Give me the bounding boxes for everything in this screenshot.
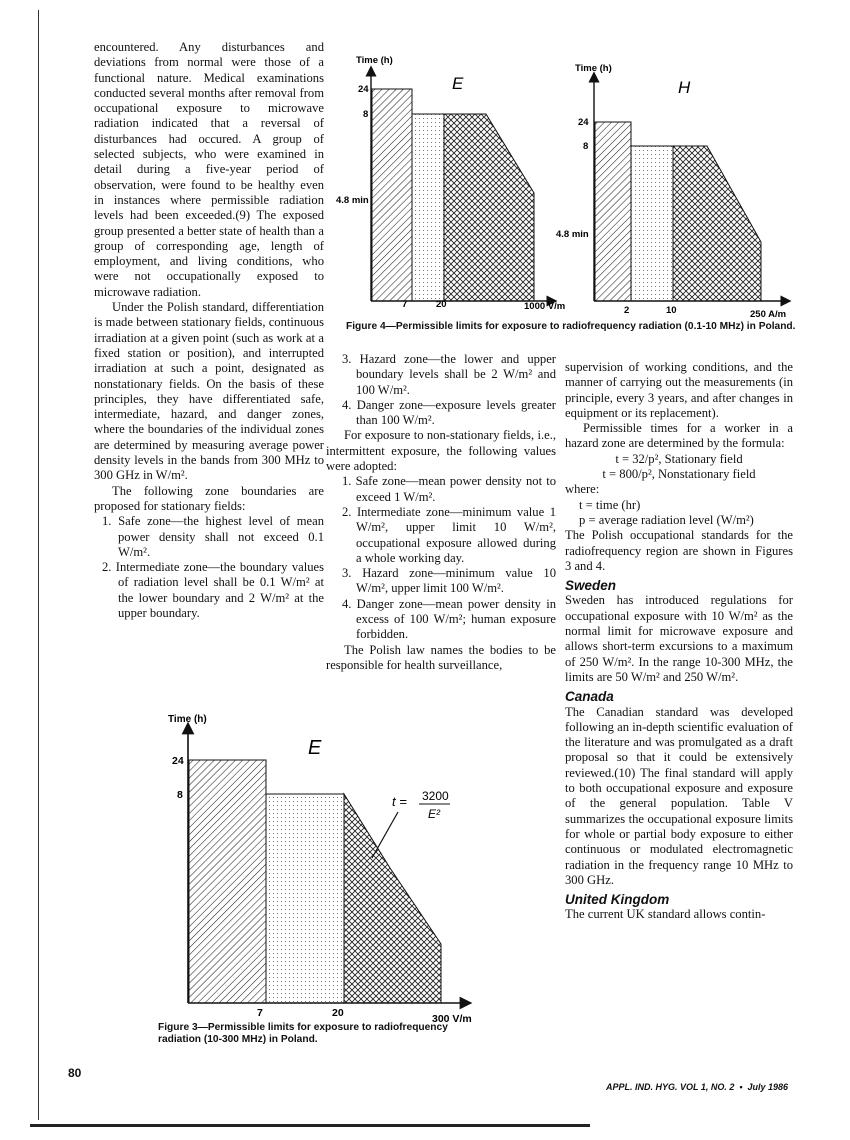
formula-nonstationary: t = 800/p², Nonstationary field (602, 467, 756, 482)
svg-text:3200: 3200 (422, 789, 449, 803)
fig4-h-title: H (678, 78, 691, 97)
fig4-h-xtick-2: 2 (624, 305, 630, 316)
fig3-title: E (308, 737, 322, 759)
figure-3 (160, 708, 490, 1028)
fig4-e-ytick-24: 24 (358, 84, 369, 95)
fig3-ytick-8: 8 (177, 789, 183, 801)
col2-list-b-item-4: 4. Danger zone—mean power density in excess of 100 W/m²; human exposure forbidden. (342, 596, 556, 642)
col2-list-b-item-1: 1. Safe zone—mean power density not to exceed 1 W/m². (342, 474, 556, 504)
definition-t: t = time (hr) (579, 497, 641, 512)
column-3 (565, 360, 793, 923)
fig4-h-xtick-10: 10 (666, 305, 677, 316)
svg-text:E²: E² (428, 807, 440, 821)
col1-paragraph-1: encountered. Any disturbances and deviations from normal were those of a functional nature. Medical examinations conducted several months after removal from occupational exposure to microwave radiation indicated that a reversal of disturbances had occured. A group of selected subjects, who were examined in detail during a five-year period of observation, were found to be healthy even in instances where permissible radiation levels had been exceeded.(9) The exposed group presented a better state of health than a group of corresponding age, length of employment, and living conditions, who were not occupationally exposed to microwave radiation. (94, 40, 324, 299)
fig4-e-title: E (452, 74, 464, 93)
figure-4-chart-h (556, 63, 786, 320)
fig4-h-ytick-24: 24 (578, 117, 589, 128)
fig4-h-ytick-48min: 4.8 min (556, 229, 589, 240)
fig3-zone-safe (189, 760, 266, 1003)
col2-list-b-item-3: 3. Hazard zone—minimum value 10 W/m², upper limit 100 W/m². (342, 566, 556, 596)
fig4-e-zone-hazard (444, 114, 534, 301)
svg-text:t =: t = (392, 794, 407, 809)
bottom-rule (30, 1124, 590, 1127)
col2-list-a-item-3: 3. Hazard zone—the lower and upper boundary levels shall be 2 W/m² and 100 W/m². (342, 352, 556, 397)
fig3-xtick-7: 7 (257, 1007, 263, 1019)
heading-united-kingdom: United Kingdom (565, 892, 670, 908)
fig4-h-ytick-8: 8 (583, 141, 589, 152)
fig3-xtick-300: 300 V/m (432, 1013, 472, 1025)
col1-paragraph-2: Under the Polish standard, differentiation is made between stationary fields, continuous irradiation at a given point (such as work at a fixed station or position), and interrupted irradiation at such a point, designated as nonstationary fields. On the basis of these principles, they have differentiated safe, intermediate, hazard, and danger zones, where the boundaries of the individual zones are determined by measuring average power density levels in the bands from 300 MHz to 300 GHz in W/m². (94, 300, 324, 483)
fig3-ytick-24: 24 (172, 755, 184, 767)
fig4-e-xtick-1000: 1000 V/m (524, 301, 566, 312)
column-1 (94, 40, 324, 621)
definition-p: p = average radiation level (W/m²) (579, 512, 754, 527)
fig4-h-zone-hazard (673, 146, 761, 301)
fig4-h-xtick-250: 250 A/m (750, 309, 787, 320)
fig3-ylabel: Time (h) (168, 714, 207, 725)
fig4-e-ytick-48min: 4.8 min (336, 195, 369, 206)
figure-3-caption: Figure 3—Permissible limits for exposure to radiofrequency radiation (10-300 MHz) in Poland. (158, 1022, 448, 1045)
col2-paragraph-2: The Polish law names the bodies to be responsible for health surveillance, (326, 642, 556, 672)
figure-4-caption: Figure 4—Permissible limits for exposure to radiofrequency radiation (0.1-10 MHz) in Poland. (346, 321, 796, 332)
fig4-e-ylabel: Time (h) (356, 55, 393, 66)
page-number: 80 (68, 1066, 82, 1080)
fig4-h-ylabel: Time (h) (575, 63, 612, 74)
col3-paragraph-2: Permissible times for a worker in a hazard zone are determined by the formula: (565, 421, 793, 451)
fig4-e-xtick-20: 20 (436, 299, 447, 310)
fig4-h-zone-safe (595, 122, 631, 301)
fig4-e-ytick-8: 8 (363, 109, 369, 120)
fig4-e-xtick-7: 7 (402, 299, 408, 310)
canada-paragraph: The Canadian standard was developed following an in-depth scientific evaluation of the literature and was promulgated as a draft proposal so that it could be extensively reviewed.(10) The final standard will apply to both occupational exposure and exposure of the general population. Table V summarizes the occupational exposure limits for whole or partial body exposure to either continuous or modulated electromagnetic radiation in the frequency range 10 MHz to 300 GHz. (565, 704, 793, 887)
fig4-h-zone-intermediate (631, 146, 673, 301)
heading-sweden: Sweden (565, 578, 617, 594)
figure-4 (334, 45, 804, 320)
where-label: where: (565, 482, 600, 497)
fig4-e-zone-safe (372, 89, 412, 301)
fig3-zone-intermediate (266, 794, 344, 1003)
fig4-e-zone-intermediate (412, 114, 444, 301)
fig3-xtick-20: 20 (332, 1007, 344, 1019)
fig3-formula-label (392, 789, 450, 821)
col3-paragraph-1: supervision of working conditions, and the manner of carrying out the measurements (in principle, every 3 years, and after changes in equipment or its replacement). (565, 360, 793, 420)
col1-list-item-2: 2. Intermediate zone—the boundary values of radiation level shall be 0.1 W/m² at the lower boundary and 2 W/m² at the upper boundary. (102, 560, 324, 620)
journal-reference: APPL. IND. HYG. VOL 1, NO. 2 • July 1986 (606, 1082, 789, 1092)
col1-list-item-1: 1. Safe zone—the highest level of mean power density shall not exceed 0.1 W/m². (102, 514, 324, 559)
col2-paragraph-1: For exposure to non-stationary fields, i.e., intermittent exposure, the following values were adopted: (326, 428, 556, 474)
uk-paragraph: The current UK standard allows contin- (565, 907, 766, 922)
col1-paragraph-3: The following zone boundaries are proposed for stationary fields: (94, 483, 324, 513)
col3-paragraph-3: The Polish occupational standards for the radiofrequency region are shown in Figures 3 and 4. (565, 528, 793, 573)
column-2 (326, 352, 556, 673)
fig3-zone-hazard (344, 794, 441, 1003)
heading-canada: Canada (565, 689, 614, 705)
sweden-paragraph: Sweden has introduced regulations for occupational exposure with 10 W/m² as the normal limit for microwave exposure and allows short-term excursions to a maximum of 250 W/m². In the range 10-300 MHz, the limits are 50 W/m² and 250 W/m². (565, 593, 793, 684)
margin-rule (38, 10, 39, 1120)
fig3-formula-pointer (372, 812, 398, 858)
col2-list-b-item-2: 2. Intermediate zone—minimum value 1 W/m², upper limit 10 W/m², occupational exposure allowed during a whole working day. (342, 504, 556, 565)
formula-stationary: t = 32/p², Stationary field (615, 451, 743, 466)
figure-4-chart-e (336, 55, 565, 312)
col2-list-a-item-4: 4. Danger zone—exposure levels greater than 100 W/m². (342, 397, 556, 428)
